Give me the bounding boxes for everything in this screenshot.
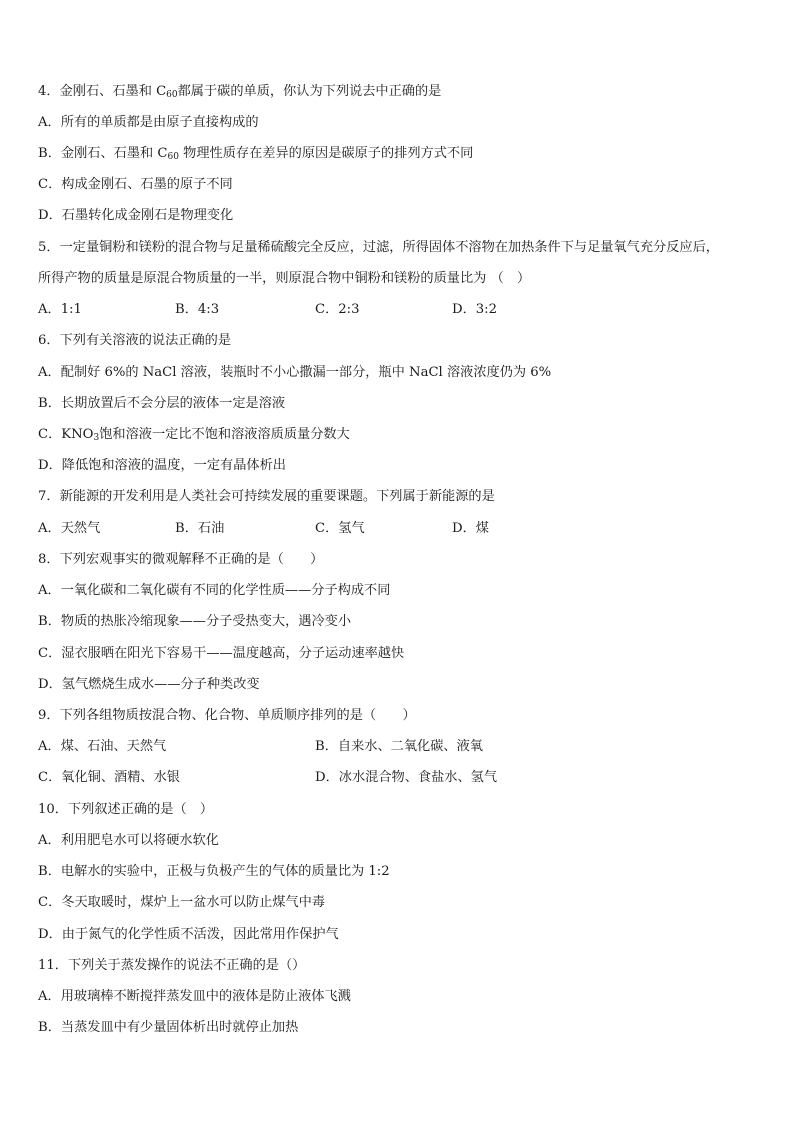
question-8-option-a: A．一氧化碳和二氧化碳有不同的化学性质——分子构成不同 xyxy=(38,583,391,598)
question-5-option-d: D．3:2 xyxy=(452,302,497,317)
question-4-option-d: D．石墨转化成金刚石是物理变化 xyxy=(38,208,234,223)
question-11-stem: 11．下列关于蒸发操作的说法不正确的是（） xyxy=(38,958,306,973)
question-5-option-b: B．4:3 xyxy=(175,302,220,317)
question-4-option-c: C．构成金刚石、石墨的原子不同 xyxy=(38,177,233,192)
question-6-option-b: B．长期放置后不会分层的液体一定是溶液 xyxy=(38,396,286,411)
question-5-option-c: C．2:3 xyxy=(315,302,360,317)
question-9-option-b: B．自来水、二氧化碳、液氧 xyxy=(315,739,483,754)
question-8-option-d: D．氢气燃烧生成水——分子种类改变 xyxy=(38,677,260,692)
question-9-option-a: A．煤、石油、天然气 xyxy=(38,739,167,754)
question-7-option-c: C．氢气 xyxy=(315,521,365,536)
question-5-stem-line2: 所得产物的质量是原混合物质量的一半，则原混合物中铜粉和镁粉的质量比为 （ ） xyxy=(38,271,531,286)
question-11-option-a: A．用玻璃棒不断搅拌蒸发皿中的液体是防止液体飞溅 xyxy=(38,989,351,1004)
question-6-stem: 6．下列有关溶液的说法正确的是 xyxy=(38,333,232,348)
question-7-option-d: D．煤 xyxy=(452,521,489,536)
question-10-option-c: C．冬天取暖时，煤炉上一盆水可以防止煤气中毒 xyxy=(38,895,326,910)
question-6-option-d: D．降低饱和溶液的温度，一定有晶体析出 xyxy=(38,458,286,473)
question-10-option-b: B．电解水的实验中，正极与负极产生的气体的质量比为 1:2 xyxy=(38,864,390,879)
question-4-option-b: B．金刚石、石墨和 $C_{60}$ 物理性质存在差异的原因是碳原子的排列方式不同 xyxy=(38,146,474,162)
question-10-option-d: D．由于氮气的化学性质不活泼，因此常用作保护气 xyxy=(38,927,339,942)
question-6-option-c: C．$KNO_3$饱和溶液一定比不饱和溶液溶质质量分数大 xyxy=(38,427,350,443)
question-11-option-b: B．当蒸发皿中有少量固体析出时就停止加热 xyxy=(38,1020,299,1035)
question-7-stem: 7．新能源的开发利用是人类社会可持续发展的重要课题。下列属于新能源的是 xyxy=(38,489,495,504)
question-9-option-d: D．冰水混合物、食盐水、氢气 xyxy=(315,770,498,785)
question-10-option-a: A．利用肥皂水可以将硬水软化 xyxy=(38,833,219,848)
question-7-option-a: A．天然气 xyxy=(38,521,101,536)
question-5-option-a: A．1:1 xyxy=(38,302,82,317)
question-8-option-b: B．物质的热胀冷缩现象——分子受热变大，遇冷变小 xyxy=(38,614,352,629)
question-4-option-a: A．所有的单质都是由原子直接构成的 xyxy=(38,115,259,130)
question-9-option-c: C．氧化铜、酒精、水银 xyxy=(38,770,180,785)
question-9-stem: 9．下列各组物质按混合物、化合物、单质顺序排列的是（ ） xyxy=(38,708,416,723)
question-10-stem: 10．下列叙述正确的是（ ） xyxy=(38,802,214,817)
question-7-option-b: B．石油 xyxy=(175,521,225,536)
question-8-option-c: C．湿衣服晒在阳光下容易干——温度越高，分子运动速率越快 xyxy=(38,646,405,661)
question-4-stem: 4．金刚石、石墨和 $C_{60}$都属于碳的单质，你认为下列说去中正确的是 xyxy=(38,84,442,100)
question-8-stem: 8．下列宏观事实的微观解释不正确的是（ ） xyxy=(38,552,324,567)
question-5-stem-line1: 5．一定量铜粉和镁粉的混合物与足量稀硫酸完全反应，过滤，所得固体不溶物在加热条件下与足量氧气充分反应后， xyxy=(38,240,719,255)
question-6-option-a: A．配制好 6%的 NaCl 溶液，装瓶时不小心撒漏一部分，瓶中 NaCl 溶液浓度仍为 6% xyxy=(38,365,552,380)
